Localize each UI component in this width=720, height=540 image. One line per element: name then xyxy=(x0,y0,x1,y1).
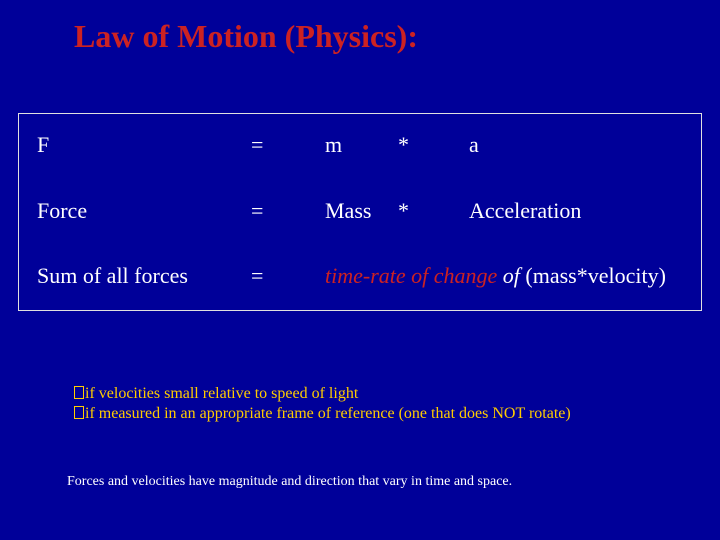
row1-operator: * xyxy=(398,132,409,157)
row3-rhs xyxy=(325,265,666,287)
bullet-box-icon xyxy=(74,406,84,419)
row3-rhs-momentum-text: (mass*velocity) xyxy=(519,263,666,288)
note-item xyxy=(74,384,571,404)
footer-text: Forces and velocities have magnitude and direction that vary in time and space. xyxy=(67,474,513,489)
row3-equals: = xyxy=(251,263,264,288)
bullet-box-icon xyxy=(74,386,84,399)
note-item xyxy=(74,404,571,424)
row2-term1: Mass xyxy=(325,198,372,223)
row3-rhs-rate-text: time-rate of change xyxy=(325,263,498,288)
row2-term2: Acceleration xyxy=(469,198,582,223)
row2-operator: * xyxy=(398,198,409,223)
note-text: if velocities small relative to speed of light xyxy=(85,385,359,402)
row3-rhs-of-text: of xyxy=(497,263,520,288)
slide-title: Law of Motion (Physics): xyxy=(74,18,418,54)
conditions-notes xyxy=(74,384,571,424)
row1-lhs: F xyxy=(37,132,50,157)
row2-equals: = xyxy=(251,198,264,223)
row3-lhs: Sum of all forces xyxy=(37,263,188,288)
note-text: if measured in an appropriate frame of reference (one that does NOT rotate) xyxy=(85,405,571,422)
row1-equals: = xyxy=(251,132,264,157)
row1-term1: m xyxy=(325,132,343,157)
row1-term2: a xyxy=(469,132,479,157)
row2-lhs: Force xyxy=(37,198,88,223)
